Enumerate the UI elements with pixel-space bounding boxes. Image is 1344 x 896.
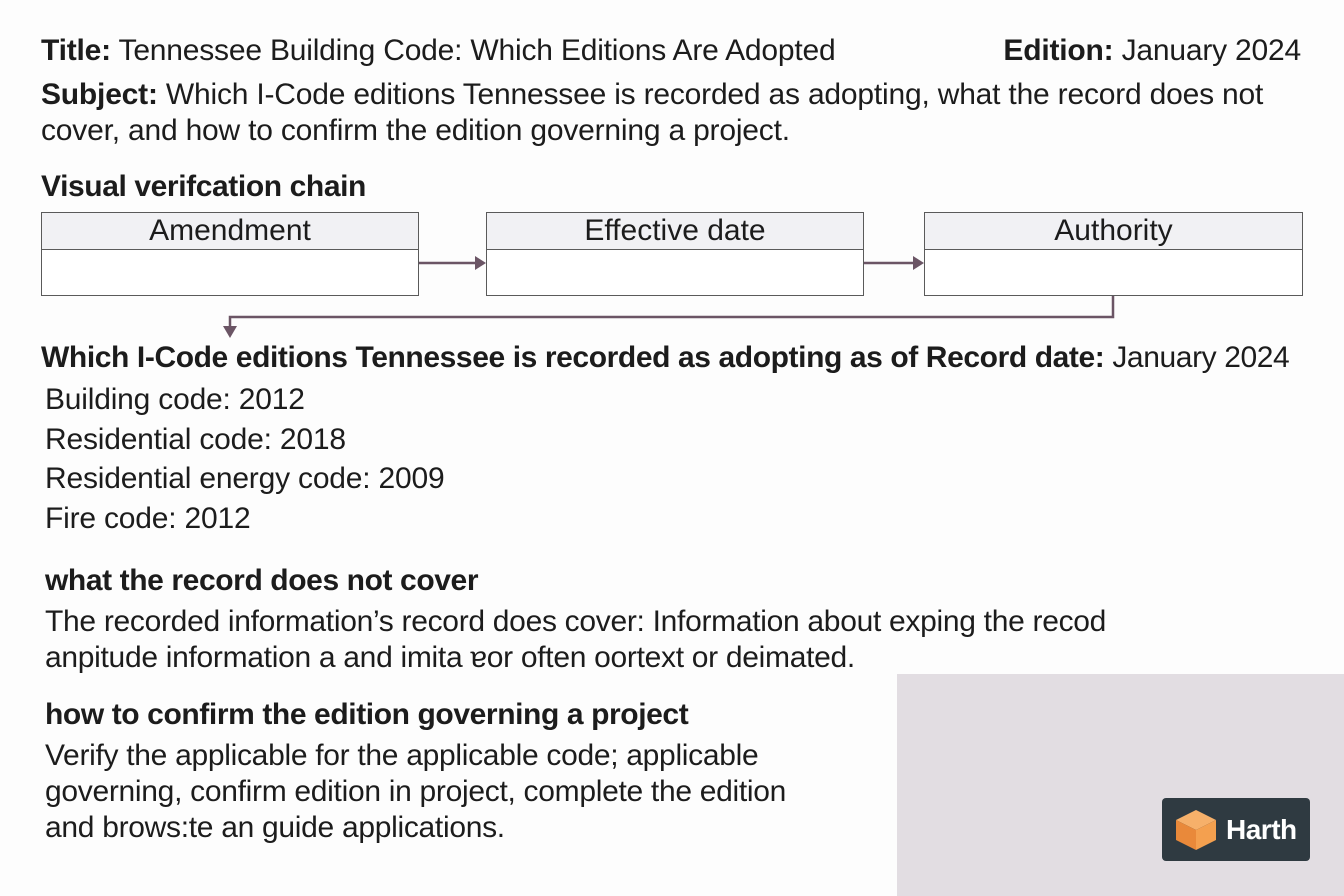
confirm-line-2: governing, confirm edition in project, complete the edition [45,775,787,808]
arrow-head-1 [475,256,486,270]
subject-block [41,77,1321,149]
chain-box-amendment [41,212,419,296]
not-covered-line-1: The recorded information’s record does cover: Information about exping the recod [45,605,1107,638]
decorative-panel [897,674,1344,896]
adoption-item: Residential energy code: 2009 [45,462,445,495]
confirm-line-3: and brows:te an guide applications. [45,811,505,844]
chain-heading: Visual verifcation chain [41,170,366,203]
cube-logo-icon [1172,808,1220,852]
chain-box-body [42,250,418,296]
adoption-item: Residential code: 2018 [45,423,346,456]
not-covered-line-2: anpitude information a and imita ɐor often oortext or deimated. [45,641,855,674]
title-label: Title: [41,34,111,67]
harth-logo [1162,798,1310,861]
subject-text-1: Which I-Code editions Tennessee is recorded as adopting, what the record does not [165,78,1264,111]
edition-label: Edition: [1003,34,1114,67]
record-date-value: January 2024 [1112,341,1290,374]
not-covered-text [45,604,1106,676]
chain-box-effective-date [486,212,864,296]
chain-box-body [925,250,1302,296]
subject-label: Subject: [41,78,158,111]
arrow-head-3 [223,326,237,338]
document-title: Tennessee Building Code: Which Editions Are Adopted [118,34,836,67]
chain-box-authority [924,212,1303,296]
edition-value: January 2024 [1121,34,1301,67]
subject-text-2: cover, and how to confirm the edition governing a project. [41,114,790,147]
confirm-line-1: Verify the applicable for the applicable code; applicable [45,739,759,772]
chain-box-label: Authority [925,213,1302,250]
subject-line-1 [41,77,1321,113]
adoptions-heading [41,341,1289,375]
chain-box-body [487,250,863,296]
adoption-item: Fire code: 2012 [45,502,251,535]
adoption-item: Building code: 2012 [45,383,305,416]
chain-box-label: Effective date [487,213,863,250]
edition-line [1003,34,1301,68]
arrow-head-2 [913,256,924,270]
chain-box-label: Amendment [42,213,418,250]
not-covered-heading: what the record does not cover [45,564,479,597]
arrow-authority-return [230,296,1113,330]
logo-wordmark: Harth [1226,813,1297,845]
confirm-heading: how to confirm the edition governing a project [45,698,689,731]
adoptions-heading-bold: Which I-Code editions Tennessee is recorded as adopting as of Record date: [41,341,1105,374]
title-line [41,34,835,68]
confirm-text [45,738,786,846]
